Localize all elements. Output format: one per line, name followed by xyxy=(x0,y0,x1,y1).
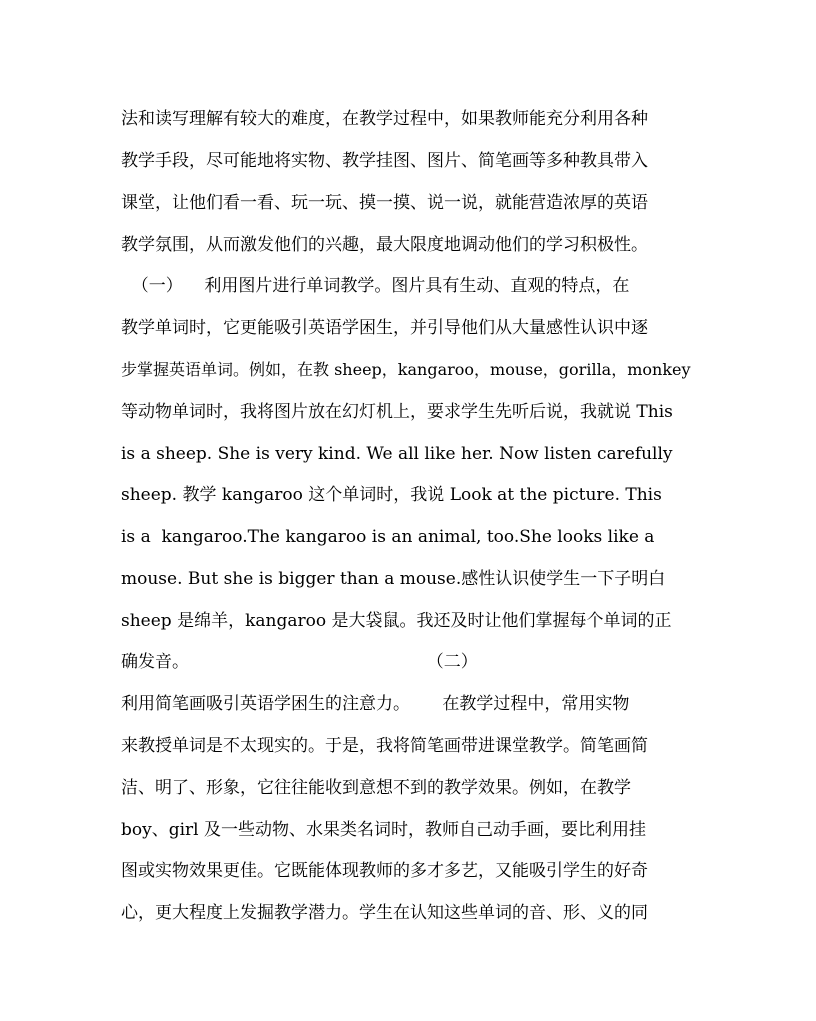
text-line: is a sheep. She is very kind. We all like her. Now listen carefully xyxy=(121,444,673,464)
text-line: 确发音。 （二） xyxy=(121,652,478,672)
text-line: sheep. 教学 kangaroo 这个单词时，我说 Look at the picture. This xyxy=(121,485,662,505)
text-line: sheep 是绵羊，kangaroo 是大袋鼠。我还及时让他们掌握每个单词的正 xyxy=(121,611,672,631)
text-line: 课堂，让他们看一看、玩一玩、摸一摸、说一说，就能营造浓厚的英语 xyxy=(121,193,648,213)
text-line: 教学氛围，从而激发他们的兴趣，最大限度地调动他们的学习积极性。 xyxy=(121,235,648,255)
text-line: 洁、明了、形象，它往往能收到意想不到的教学效果。例如，在教学 xyxy=(121,778,631,798)
text-line: 教学手段，尽可能地将实物、教学挂图、图片、简笔画等多种教具带入 xyxy=(121,151,648,171)
text-line: 教学单词时，它更能吸引英语学困生，并引导他们从大量感性认识中逐 xyxy=(121,318,648,338)
text-line: 法和读写理解有较大的难度，在教学过程中，如果教师能充分利用各种 xyxy=(121,109,648,129)
text-line: 心，更大程度上发掘教学潜力。学生在认知这些单词的音、形、义的同 xyxy=(121,903,648,923)
text-line: is a kangaroo.The kangaroo is an animal, too.She looks like a xyxy=(121,527,655,547)
text-line: mouse. But she is bigger than a mouse.感性认识使学生一下子明白 xyxy=(121,569,666,589)
text-line: 利用简笔画吸引英语学困生的注意力。 在教学过程中，常用实物 xyxy=(121,694,630,714)
text-line: 来教授单词是不太现实的。于是，我将简笔画带进课堂教学。简笔画简 xyxy=(121,736,648,756)
text-line: boy、girl 及一些动物、水果类名词时，教师自己动手画，要比利用挂 xyxy=(121,820,647,840)
text-line: 等动物单词时，我将图片放在幻灯机上，要求学生先听后说，我就说 This xyxy=(121,402,673,422)
text-line: 步掌握英语单词。例如，在教 sheep，kangaroo，mouse，gorilla，monkey xyxy=(121,360,691,379)
text-line: （一） 利用图片进行单词教学。图片具有生动、直观的特点，在 xyxy=(121,276,630,296)
text-line: 图或实物效果更佳。它既能体现教师的多才多艺，又能吸引学生的好奇 xyxy=(121,861,648,881)
